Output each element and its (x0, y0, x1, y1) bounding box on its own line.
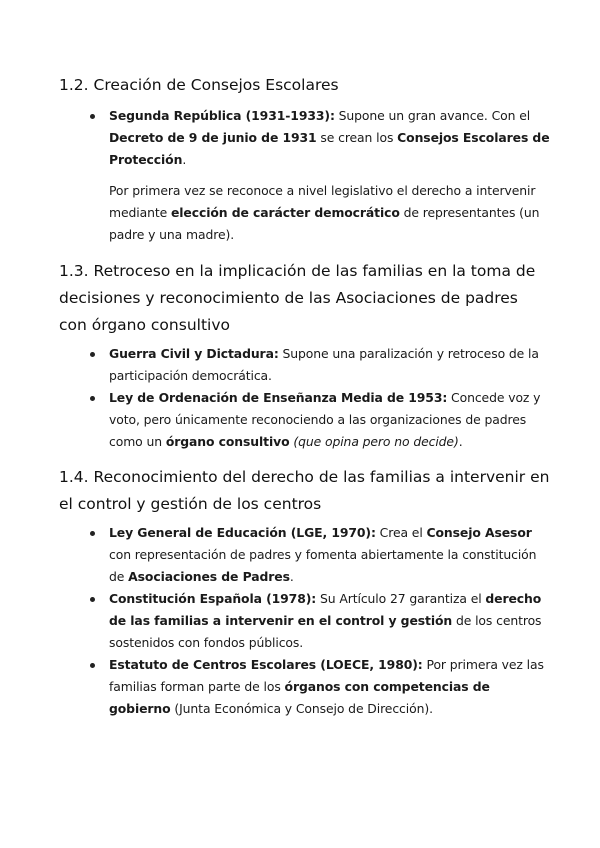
section-heading: 1.2. Creación de Consejos Escolares (59, 76, 339, 94)
item-text: Por primera vez las familias forman parte de los (109, 657, 544, 694)
section-1-4 (59, 464, 550, 720)
bullet-list (59, 105, 550, 171)
bullet-list (59, 343, 550, 453)
bullet-icon (90, 396, 95, 401)
item-text: Concede voz y voto, pero únicamente reconociendo a las organizaciones de padres como un (109, 390, 541, 449)
paragraph (59, 180, 550, 246)
item-lead: Estatuto de Centros Escolares (LOECE, 1980): (109, 657, 423, 672)
item-emphasis: órgano consultivo (165, 434, 290, 449)
bullet-icon (90, 352, 95, 357)
item-emphasis: órganos con competencias de gobierno (109, 679, 490, 716)
item-italic: (que opina pero no decide) (293, 434, 459, 449)
list-item (59, 343, 550, 387)
section-heading: 1.4. Reconocimiento del derecho de las familias a intervenir en el control y gestión de los centros (59, 468, 550, 513)
item-emphasis: Decreto de 9 de junio de 1931 (109, 130, 317, 145)
item-emphasis: Asociaciones de Padres (128, 569, 290, 584)
item-lead: Ley General de Educación (LGE, 1970): (109, 525, 376, 540)
item-lead: Ley de Ordenación de Enseñanza Media de 1953: (109, 390, 448, 405)
item-text: Supone un gran avance. Con el (334, 108, 531, 123)
item-emphasis: derecho de las familias a intervenir en el control y gestión (109, 591, 542, 628)
bullet-list (59, 522, 550, 720)
list-item (59, 588, 550, 654)
list-item (59, 522, 550, 588)
item-emphasis: Consejos Escolares de Protección (109, 130, 550, 167)
item-text: . (458, 434, 463, 449)
item-text: Supone una paralización y retroceso de la participación democrática. (109, 346, 539, 383)
item-text: de los centros sostenidos con fondos públicos. (109, 613, 542, 650)
bullet-icon (90, 663, 95, 668)
section-1-2 (59, 72, 550, 246)
bullet-icon (90, 114, 95, 119)
list-item (59, 105, 550, 171)
item-text: . (182, 152, 187, 167)
list-item (59, 654, 550, 720)
bullet-icon (90, 531, 95, 536)
item-emphasis: Consejo Asesor (426, 525, 532, 540)
item-text: (Junta Económica y Consejo de Dirección). (170, 701, 433, 716)
paragraph-emphasis: elección de carácter democrático (170, 205, 400, 220)
paragraph-text: Por primera vez se reconoce a nivel legislativo el derecho a intervenir mediante (109, 183, 536, 220)
section-heading: 1.3. Retroceso en la implicación de las familias en la toma de decisiones y reconocimiento de las Asociaciones de padres con órgano consultivo (59, 262, 536, 334)
item-text: . (289, 569, 294, 584)
item-lead: Constitución Española (1978): (109, 591, 317, 606)
paragraph-text: de representantes (un padre y una madre). (109, 205, 540, 242)
item-text: Crea el (375, 525, 427, 540)
item-text: con representación de padres y fomenta abiertamente la constitución de (109, 547, 537, 584)
section-1-3 (59, 258, 550, 453)
list-item (59, 387, 550, 453)
item-text: Su Artículo 27 garantiza el (316, 591, 486, 606)
bullet-icon (90, 597, 95, 602)
item-lead: Guerra Civil y Dictadura: (109, 346, 279, 361)
item-lead: Segunda República (1931-1933): (109, 108, 335, 123)
item-text: se crean los (316, 130, 398, 145)
